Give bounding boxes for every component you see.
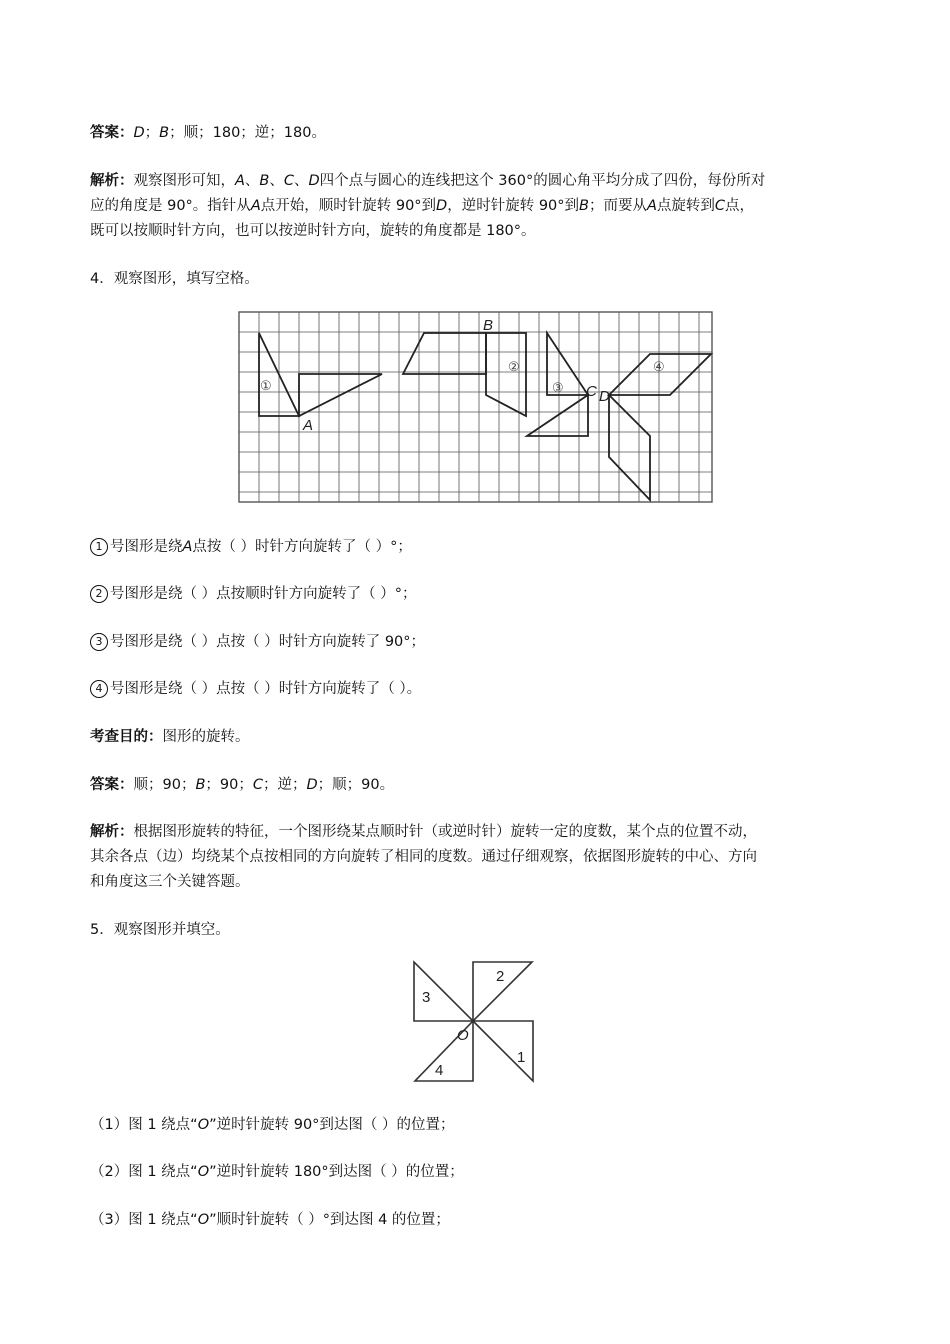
q5-item-2: （2）图 1 绕点“O”逆时针旋转 180°到达图（ ）的位置； <box>90 1164 464 1180</box>
shape-1-rotated <box>299 374 382 416</box>
q3-answer-line: 答案：D；B；顺；180；逆；180。 <box>90 125 326 141</box>
q4-title: 4．观察图形，填写空格。 <box>90 271 259 287</box>
shapes <box>259 333 711 500</box>
label-3: 3 <box>422 989 431 1006</box>
q5-pinwheel-figure <box>410 958 540 1086</box>
shape-4-rotated <box>609 395 650 500</box>
circled-number: 3 <box>90 633 108 651</box>
label-n3: ③ <box>552 380 564 395</box>
circled-number: 1 <box>90 538 108 556</box>
q4-item-2: 2 号图形是绕（ ）点按顺时针方向旋转了（ ）°； <box>90 582 416 603</box>
label-C: C <box>586 383 597 400</box>
label-A: A <box>303 417 314 434</box>
label-D: D <box>599 388 610 405</box>
q4-analysis-line-2: 其余各点（边）均绕某个点按相同的方向旋转了相同的度数。通过仔细观察，依据图形旋转的中心、方向 <box>90 849 757 865</box>
label-B: B <box>483 317 494 334</box>
label-2: 2 <box>496 968 505 985</box>
label-4: 4 <box>435 1062 444 1079</box>
analysis-label: 解析： <box>90 173 134 189</box>
q4-analysis-line-3: 和角度这三个关键答题。 <box>90 874 250 890</box>
label-n4: ④ <box>653 359 665 374</box>
circled-number: 4 <box>90 680 108 698</box>
label-n1: ① <box>260 378 272 393</box>
q4-answer: 答案：顺；90；B；90；C；逆；D；顺；90。 <box>90 777 395 793</box>
label-n2: ② <box>508 359 520 374</box>
q4-item-3: 3 号图形是绕（ ）点按（ ）时针方向旋转了 90°； <box>90 630 425 651</box>
parallelogram-left <box>403 333 486 374</box>
q4-item-1: 1 号图形是绕A点按（ ）时针方向旋转了（ ）°； <box>90 535 412 556</box>
q5-title: 5．观察图形并填空。 <box>90 922 230 938</box>
q3-analysis-line-2: 应的角度是 90°。指针从A点开始，顺时针旋转 90°到D，逆时针旋转 90°到B；而要从A点旋转到C点， <box>90 198 755 214</box>
label-1: 1 <box>517 1049 526 1066</box>
shape-2 <box>486 333 526 416</box>
q4-purpose: 考查目的：图形的旋转。 <box>90 729 250 745</box>
grid-lines <box>239 312 712 502</box>
q4-grid-figure <box>236 310 716 504</box>
q3-analysis-line-1: 解析：观察图形可知，A、B、C、D四个点与圆心的连线把这个 360°的圆心角平均分成了四份，每份所对 <box>90 173 766 189</box>
q5-item-1: （1）图 1 绕点“O”逆时针旋转 90°到达图（ ）的位置； <box>90 1117 455 1133</box>
q4-item-4: 4 号图形是绕（ ）点按（ ）时针方向旋转了（ ）。 <box>90 677 421 698</box>
q5-item-3: （3）图 1 绕点“O”顺时针旋转（ ）°到达图 4 的位置； <box>90 1212 450 1228</box>
label-O: O <box>457 1027 469 1044</box>
q3-analysis-line-3: 既可以按顺时针方向，也可以按逆时针方向，旋转的角度都是 180°。 <box>90 223 536 239</box>
answer-label: 答案： <box>90 125 134 141</box>
q4-analysis-line-1: 解析：根据图形旋转的特征，一个图形绕某点顺时针（或逆时针）旋转一定的度数，某个点的位置不动， <box>90 824 757 840</box>
circled-number: 2 <box>90 585 108 603</box>
